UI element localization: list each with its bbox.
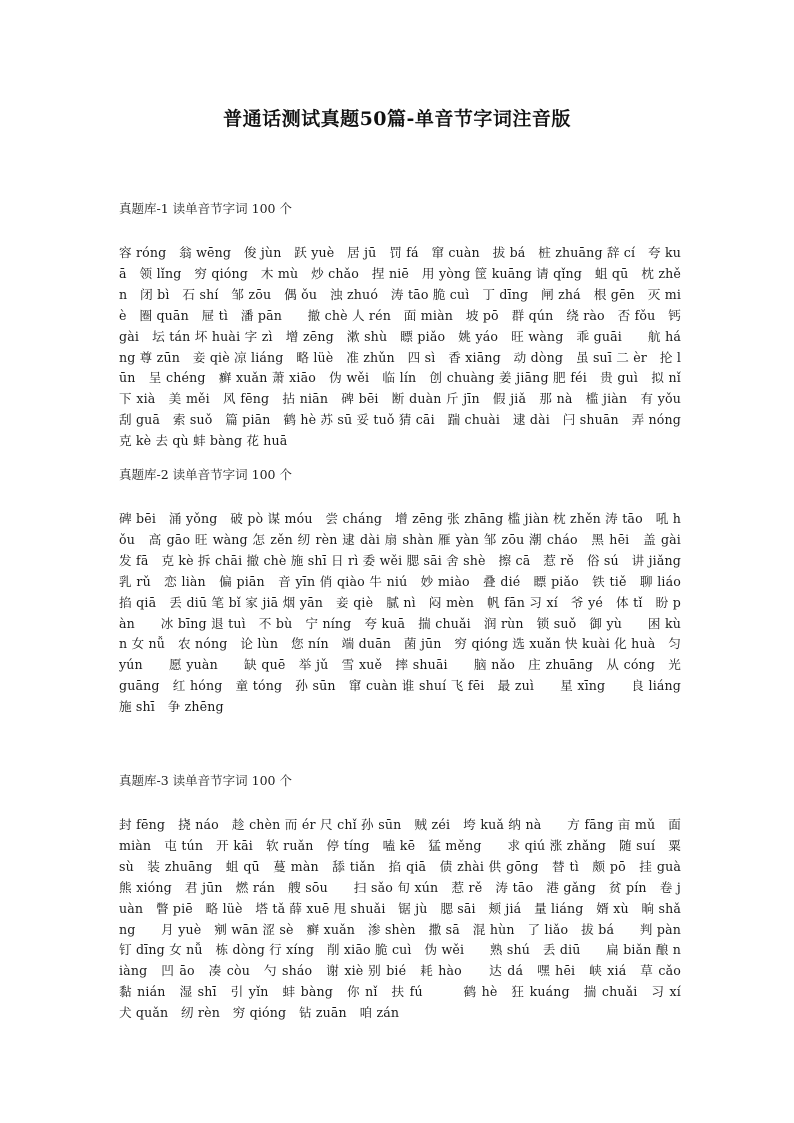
question-bank-3 <box>119 771 707 1024</box>
question-bank-1 <box>119 199 694 452</box>
word-list: 容 róng 翁 wēng 俊 jùn 跃 yuè 居 jū 罚 fá 窜 cuàn 拔 bá 桩 zhuāng 辞 cí 夸 kuā 领 lǐng 穷 qióng 木 mù 炒 chǎo 捏 niē 用 yòng 筐 kuāng 请 qǐng 蛆 qū 枕 zhěn 闭 bì 石 shí 邹 zōu 偶 ǒu 浊 zhuó 涛 tāo 脆 cuì 丁 dīng 闸 zhá 根 gēn 灭 miè 圈 quān 屉 tì 潘 pān 撤 chè 人 rén 面 miàn 坡 pō 群 qún 绕 rào 否 fǒu 钙 gài 坛 tán 坏 huài 字 zì 增 zēng 漱 shù 瞟 piǎo 姚 yáo 旺 wàng 乖 guāi 航 háng 尊 zūn 妾 qiè 凉 liáng 略 lüè 准 zhǔn 四 sì 香 xiāng 动 dòng 虽 suī 二 èr 抡 lūn 呈 chéng 癣 xuǎn 萧 xiāo 伪 wěi 临 lín 创 chuàng 姜 jiāng 肥 féi 贵 guì 拟 nǐ 下 xià 美 měi 风 fēng 拈 niān 碑 bēi 断 duàn 斤 jīn 假 jiǎ 那 nà 槛 jiàn 有 yǒu 刮 guā 索 suǒ 篇 piān 鹤 hè 苏 sū 妥 tuǒ 猜 cāi 踹 chuài 逮 dài 闩 shuān 弄 nóng 克 kè 去 qù 蚌 bàng 花 huā <box>119 245 694 449</box>
section-heading: 真题库-1 读单音节字词 100 个 <box>119 201 292 216</box>
section-heading: 真题库-3 读单音节字词 100 个 <box>119 773 292 788</box>
word-list: 碑 bēi 涌 yǒng 破 pò 谋 móu 尝 cháng 增 zēng 张 zhāng 槛 jiàn 枕 zhěn 涛 tāo 吼 hǒu 高 gāo 旺 wàng 怎 zěn 纫 rèn 逮 dài 扇 shàn 雁 yàn 邹 zōu 潮 cháo 黑 hēi 盖 gài 发 fā 克 kè 拆 chāi 撤 chè 施 shī 日 rì 委 wěi 腮 sāi 舍 shè 擦 cā 惹 rě 俗 sú 讲 jiǎng 乳 rǔ 恋 liàn 偏 piān 音 yīn 俏 qiào 牛 niú 妙 miào 叠 dié 瞟 piǎo 铁 tiě 聊 liáo 掐 qiā 丢 diū 笔 bǐ 家 jiā 烟 yān 妾 qiè 腻 nì 闷 mèn 帆 fān 习 xí 爷 yé 体 tǐ 盼 pàn 冰 bīng 退 tuì 不 bù 宁 níng 夸 kuā 揣 chuǎi 润 rùn 锁 suǒ 御 yù 困 kùn 女 nǚ 农 nóng 论 lùn 您 nín 端 duān 菌 jūn 穷 qióng 选 xuǎn 快 kuài 化 huà 匀 yún 愿 yuàn 缺 quē 举 jǔ 雪 xuě 摔 shuāi 脑 nǎo 庄 zhuāng 从 cóng 光 guāng 红 hóng 童 tóng 孙 sūn 窜 cuàn 谁 shuí 飞 fēi 最 zuì 星 xīng 良 liáng 施 shī 争 zhēng <box>119 511 707 715</box>
word-list: 封 fēng 挠 náo 趁 chèn 而 ér 尺 chǐ 孙 sūn 贼 zéi 垮 kuǎ 纳 nà 方 fāng 亩 mǔ 面 miàn 屯 tún 开 kāi 软 ruǎn 停 tíng 嗑 kē 猛 měng 求 qiú 涨 zhǎng 随 suí 粟 sù 装 zhuāng 蛆 qū 蔓 màn 舔 tiǎn 掐 qiā 债 zhài 供 gōng 替 tì 颇 pō 挂 guà 熊 xióng 君 jūn 燃 rán 艘 sōu 扫 sǎo 旬 xún 惹 rě 涛 tāo 港 gǎng 贫 pín 卷 juàn 瞥 piē 略 lüè 塔 tǎ 薛 xuē 甩 shuǎi 锯 jù 腮 sāi 颊 jiá 量 liáng 婿 xù 晌 shǎng 月 yuè 剜 wān 涩 sè 癣 xuǎn 渗 shèn 撒 sā 混 hùn 了 liǎo 拔 bá 判 pàn 钉 dīng 女 nǚ 栋 dòng 行 xíng 削 xiāo 脆 cuì 伪 wěi 熟 shú 丢 diū 扁 biǎn 酿 niàng 凹 āo 凑 còu 勺 sháo 谢 xiè 别 bié 耗 hào 达 dá 嘿 hēi 峡 xiá 草 cǎo 黏 nián 湿 shī 引 yǐn 蚌 bàng 你 nǐ 扶 fú 鹤 hè 狂 kuáng 揣 chuǎi 习 xí 犬 quǎn 纫 rèn 穷 qióng 钻 zuān 咱 zán <box>119 817 707 1021</box>
document-title: 普通话测试真题50篇-单音节字词注音版 <box>223 108 571 130</box>
section-heading: 真题库-2 读单音节字词 100 个 <box>119 467 292 482</box>
question-bank-2 <box>119 465 707 718</box>
